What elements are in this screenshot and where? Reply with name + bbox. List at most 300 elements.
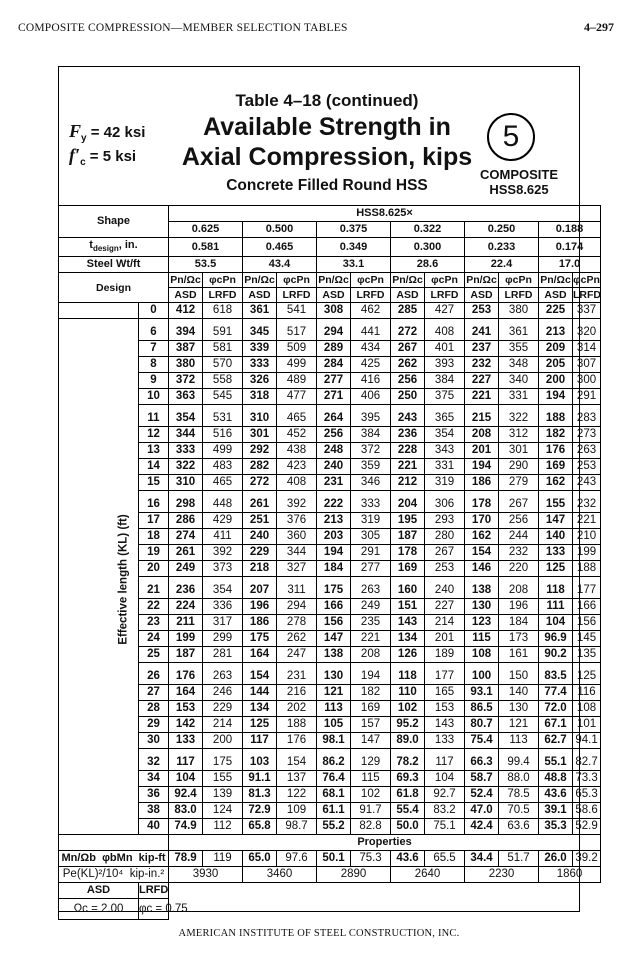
lrfd-value: 189 <box>425 647 465 663</box>
lrfd-value: 82.8 <box>351 819 391 835</box>
asd-value: 261 <box>169 545 203 561</box>
lrfd-value: 262 <box>277 631 317 647</box>
lrfd-value: 176 <box>277 733 317 749</box>
table-row <box>59 459 601 475</box>
lrfd-column-header: φcPn <box>351 273 391 288</box>
blank-cell <box>59 835 169 851</box>
asd-value: 277 <box>317 373 351 389</box>
lrfd-value: 477 <box>277 389 317 405</box>
asd-value: 182 <box>539 427 573 443</box>
lrfd-column-header: φcPn <box>277 273 317 288</box>
asd-value: 92.4 <box>169 787 203 803</box>
asd-value: 227 <box>465 373 499 389</box>
lrfd-value: 489 <box>277 373 317 389</box>
asd-value: 215 <box>465 405 499 427</box>
lrfd-value: 200 <box>203 733 243 749</box>
lrfd-value: 202 <box>277 701 317 717</box>
kl-value: 16 <box>139 491 169 513</box>
asd-value: 196 <box>243 599 277 615</box>
lrfd-value: 78.5 <box>499 787 539 803</box>
lrfd-value: 483 <box>203 459 243 475</box>
lrfd-value: 129 <box>351 749 391 771</box>
kl-value: 32 <box>139 749 169 771</box>
asd-value: 86.5 <box>465 701 499 717</box>
asd-value: 68.1 <box>317 787 351 803</box>
table-row <box>59 513 601 529</box>
lrfd-value: 281 <box>203 647 243 663</box>
nominal-thickness: 0.375 <box>317 222 391 238</box>
steel-weight: 17.0 <box>539 257 601 273</box>
moment-value: 65.5 <box>425 851 465 867</box>
lrfd-value: 591 <box>203 319 243 341</box>
asd-value: 108 <box>465 647 499 663</box>
kl-value: 28 <box>139 701 169 717</box>
table-row <box>59 819 601 835</box>
nominal-thickness: 0.625 <box>169 222 243 238</box>
lrfd-value: 340 <box>499 373 539 389</box>
kl-value: 29 <box>139 717 169 733</box>
lrfd-value: 166 <box>573 599 601 615</box>
badge-shape: HSS8.625 <box>489 182 549 197</box>
asd-value: 118 <box>391 663 425 685</box>
steel-weight: 22.4 <box>465 257 539 273</box>
steel-weight-row <box>59 257 601 273</box>
lrfd-value: 343 <box>425 443 465 459</box>
blank-cell <box>169 899 601 920</box>
asd-value: 207 <box>243 577 277 599</box>
asd-value: 205 <box>539 357 573 373</box>
table-title-line2: Axial Compression, kips <box>181 143 473 171</box>
asd-value: 308 <box>317 303 351 319</box>
lrfd-value: 306 <box>425 491 465 513</box>
lrfd-value: 116 <box>573 685 601 701</box>
asd-column-header: Pn/Ωc <box>466 274 497 287</box>
lrfd-value: 94.1 <box>573 733 601 749</box>
asd-value: 272 <box>391 319 425 341</box>
lrfd-value: 300 <box>573 373 601 389</box>
kl-value: 30 <box>139 733 169 749</box>
lrfd-value: 401 <box>425 341 465 357</box>
asd-value: 104 <box>539 615 573 631</box>
table-row <box>59 771 601 787</box>
asd-value: 164 <box>243 647 277 663</box>
table-row <box>59 701 601 717</box>
lrfd-column-header: φcPn <box>499 273 539 288</box>
lrfd-value: 337 <box>573 303 601 319</box>
lrfd-value: 232 <box>573 491 601 513</box>
asd-value: 43.6 <box>539 787 573 803</box>
asd-value: 78.2 <box>391 749 425 771</box>
asd-value: 221 <box>465 389 499 405</box>
asd-label: ASD <box>539 288 573 303</box>
design-thickness: 0.174 <box>539 238 601 257</box>
asd-value: 61.1 <box>317 803 351 819</box>
lrfd-value: 291 <box>573 389 601 405</box>
asd-label: ASD <box>465 288 499 303</box>
table-row <box>59 599 601 615</box>
moment-value: 97.6 <box>277 851 317 867</box>
lrfd-value: 140 <box>499 685 539 701</box>
asd-value: 118 <box>539 577 573 599</box>
lrfd-value: 312 <box>499 427 539 443</box>
lrfd-value: 75.1 <box>425 819 465 835</box>
kl-value: 34 <box>139 771 169 787</box>
moment-value: 43.6 <box>391 851 425 867</box>
table-row <box>59 405 601 427</box>
page-footer: AMERICAN INSTITUTE OF STEEL CONSTRUCTION, INC. <box>178 928 460 939</box>
asd-value: 125 <box>539 561 573 577</box>
lrfd-value: 406 <box>351 389 391 405</box>
asd-value: 284 <box>317 357 351 373</box>
kl-value: 12 <box>139 427 169 443</box>
kl-value: 11 <box>139 405 169 427</box>
lrfd-value: 115 <box>351 771 391 787</box>
asd-value: 52.4 <box>465 787 499 803</box>
lrfd-value: 359 <box>351 459 391 475</box>
asd-value: 231 <box>317 475 351 491</box>
lrfd-value: 113 <box>499 733 539 749</box>
lrfd-value: 65.3 <box>573 787 601 803</box>
kl-value: 19 <box>139 545 169 561</box>
page-header <box>18 18 618 38</box>
asd-column-header: Pn/Ωc <box>318 274 349 287</box>
lrfd-value: 373 <box>203 561 243 577</box>
design-thickness-row <box>59 238 601 257</box>
lrfd-value: 393 <box>425 357 465 373</box>
asd-value: 251 <box>243 513 277 529</box>
lrfd-value: 135 <box>573 647 601 663</box>
asd-value: 50.0 <box>391 819 425 835</box>
asd-value: 89.0 <box>391 733 425 749</box>
lrfd-value: 188 <box>277 717 317 733</box>
lrfd-value: 263 <box>573 443 601 459</box>
nominal-thickness: 0.500 <box>243 222 317 238</box>
asd-value: 110 <box>391 685 425 701</box>
table-row <box>59 561 601 577</box>
asd-value: 184 <box>317 561 351 577</box>
asd-label: ASD <box>391 288 425 303</box>
asd-value: 66.3 <box>465 749 499 771</box>
design-thickness-label: $t_{design}$, in. <box>59 238 169 257</box>
asd-value: 111 <box>539 599 573 615</box>
asd-value: 176 <box>539 443 573 459</box>
phi-factor: φc = 0.75 <box>139 899 169 920</box>
asd-value: 55.2 <box>317 819 351 835</box>
lrfd-value: 384 <box>351 427 391 443</box>
lrfd-value: 499 <box>277 357 317 373</box>
asd-value: 213 <box>317 513 351 529</box>
lrfd-value: 99.4 <box>499 749 539 771</box>
asd-value: 170 <box>465 513 499 529</box>
lrfd-value: 214 <box>203 717 243 733</box>
asd-value: 125 <box>243 717 277 733</box>
kl-value: 13 <box>139 443 169 459</box>
lrfd-value: 125 <box>573 663 601 685</box>
design-thickness: 0.300 <box>391 238 465 257</box>
lrfd-value: 88.0 <box>499 771 539 787</box>
asd-value: 144 <box>243 685 277 701</box>
asd-value: 256 <box>391 373 425 389</box>
steel-weight: 33.1 <box>317 257 391 273</box>
asd-value: 133 <box>169 733 203 749</box>
lrfd-value: 194 <box>351 663 391 685</box>
lrfd-value: 155 <box>203 771 243 787</box>
lrfd-value: 279 <box>499 475 539 491</box>
asd-value: 294 <box>317 319 351 341</box>
lrfd-value: 73.3 <box>573 771 601 787</box>
kl-value: 9 <box>139 373 169 389</box>
asd-value: 372 <box>169 373 203 389</box>
lrfd-value: 150 <box>499 663 539 685</box>
asd-value: 117 <box>169 749 203 771</box>
asd-value: 289 <box>317 341 351 357</box>
asd-value: 121 <box>317 685 351 701</box>
asd-value: 274 <box>169 529 203 545</box>
lrfd-value: 423 <box>277 459 317 475</box>
lrfd-value: 102 <box>351 787 391 803</box>
asd-label: ASD <box>243 288 277 303</box>
lrfd-value: 169 <box>351 701 391 717</box>
asd-column-header: Pn/Ωc <box>244 274 275 287</box>
lrfd-value: 177 <box>573 577 601 599</box>
blank-cell <box>169 883 601 899</box>
pe-label: Pe(KL)²/10⁴ kip-in.² <box>59 867 169 883</box>
asd-value: 104 <box>169 771 203 787</box>
lrfd-column-header: φcPn <box>573 274 600 287</box>
kl-value: 6 <box>139 319 169 341</box>
fc-property: $f'_c = 5$ ksi <box>69 145 137 168</box>
asd-value: 344 <box>169 427 203 443</box>
nominal-thickness: 0.322 <box>391 222 465 238</box>
lrfd-value: 58.6 <box>573 803 601 819</box>
asd-value: 186 <box>243 615 277 631</box>
asd-value: 142 <box>169 717 203 733</box>
lrfd-value: 199 <box>573 545 601 561</box>
lrfd-value: 63.6 <box>499 819 539 835</box>
kl-value: 20 <box>139 561 169 577</box>
lrfd-value: 139 <box>203 787 243 803</box>
lrfd-value: 392 <box>277 491 317 513</box>
asd-value: 134 <box>243 701 277 717</box>
table-row <box>59 733 601 749</box>
lrfd-value: 229 <box>203 701 243 717</box>
asd-value: 363 <box>169 389 203 405</box>
lrfd-value: 361 <box>499 319 539 341</box>
asd-value: 35.3 <box>539 819 573 835</box>
asd-value: 140 <box>539 529 573 545</box>
lrfd-value: 283 <box>573 405 601 427</box>
lrfd-value: 291 <box>351 545 391 561</box>
steel-weight-label: Steel Wt/ft <box>59 257 169 273</box>
lrfd-value: 109 <box>277 803 317 819</box>
shape-name: HSS8.625× <box>169 206 601 222</box>
design-thickness: 0.349 <box>317 238 391 257</box>
asd-value: 178 <box>465 491 499 513</box>
table-row <box>59 491 601 513</box>
lrfd-value: 124 <box>203 803 243 819</box>
table-row <box>59 427 601 443</box>
asd-value: 241 <box>465 319 499 341</box>
asd-value: 61.8 <box>391 787 425 803</box>
asd-value: 203 <box>317 529 351 545</box>
asd-value: 91.1 <box>243 771 277 787</box>
asd-value: 285 <box>391 303 425 319</box>
table-row <box>59 717 601 733</box>
kl-value: 22 <box>139 599 169 615</box>
lrfd-value: 320 <box>573 319 601 341</box>
pe-value: 3460 <box>243 867 317 883</box>
lrfd-value: 376 <box>277 513 317 529</box>
pe-row <box>59 867 601 883</box>
asd-value: 345 <box>243 319 277 341</box>
lrfd-value: 416 <box>351 373 391 389</box>
asd-value: 65.8 <box>243 819 277 835</box>
asd-value: 187 <box>391 529 425 545</box>
asd-value: 39.1 <box>539 803 573 819</box>
asd-value: 169 <box>391 561 425 577</box>
asd-value: 310 <box>243 405 277 427</box>
design-thickness: 0.465 <box>243 238 317 257</box>
lrfd-value: 188 <box>573 561 601 577</box>
lrfd-value: 231 <box>277 663 317 685</box>
lrfd-value: 462 <box>351 303 391 319</box>
lrfd-value: 441 <box>351 319 391 341</box>
asd-value: 187 <box>169 647 203 663</box>
asd-value: 310 <box>169 475 203 491</box>
asd-value: 103 <box>243 749 277 771</box>
table-row <box>59 577 601 599</box>
asd-value: 72.9 <box>243 803 277 819</box>
pe-value: 1860 <box>539 867 601 883</box>
lrfd-value: 278 <box>277 615 317 631</box>
asd-value: 55.4 <box>391 803 425 819</box>
blank-cell <box>59 303 139 319</box>
lrfd-value: 293 <box>425 513 465 529</box>
strength-table <box>58 205 601 920</box>
lrfd-value: 196 <box>499 599 539 615</box>
lrfd-value: 101 <box>573 717 601 733</box>
lrfd-label: LRFD <box>499 288 539 303</box>
lrfd-value: 161 <box>499 647 539 663</box>
asd-value: 86.2 <box>317 749 351 771</box>
lrfd-value: 425 <box>351 357 391 373</box>
lrfd-value: 175 <box>203 749 243 771</box>
lrfd-value: 267 <box>499 491 539 513</box>
asd-value: 394 <box>169 319 203 341</box>
lrfd-value: 516 <box>203 427 243 443</box>
kl-value: 40 <box>139 819 169 835</box>
lrfd-value: 380 <box>499 303 539 319</box>
lrfd-value: 232 <box>499 545 539 561</box>
lrfd-value: 133 <box>425 733 465 749</box>
lrfd-value: 177 <box>425 663 465 685</box>
asd-value: 261 <box>243 491 277 513</box>
asd-value: 264 <box>317 405 351 427</box>
asd-value: 138 <box>465 577 499 599</box>
lrfd-value: 348 <box>499 357 539 373</box>
asd-value: 151 <box>391 599 425 615</box>
asd-value: 162 <box>539 475 573 491</box>
asd-value: 47.0 <box>465 803 499 819</box>
lrfd-value: 360 <box>277 529 317 545</box>
lrfd-label: LRFD <box>277 288 317 303</box>
section-badge: 5 <box>487 113 535 161</box>
lrfd-value: 273 <box>573 427 601 443</box>
lrfd-value: 375 <box>425 389 465 405</box>
asd-value: 195 <box>391 513 425 529</box>
lrfd-value: 184 <box>499 615 539 631</box>
asd-value: 209 <box>539 341 573 357</box>
lrfd-value: 509 <box>277 341 317 357</box>
asd-value: 55.1 <box>539 749 573 771</box>
table-row <box>59 303 601 319</box>
nominal-thickness: 0.250 <box>465 222 539 238</box>
lrfd-value: 305 <box>351 529 391 545</box>
omega-factor: Ωc = 2.00 <box>59 899 139 920</box>
design-thickness: 0.233 <box>465 238 539 257</box>
asd-value: 380 <box>169 357 203 373</box>
asd-value: 117 <box>243 733 277 749</box>
lrfd-footer-label: LRFD <box>139 883 169 899</box>
moment-value: 75.3 <box>351 851 391 867</box>
asd-value: 90.2 <box>539 647 573 663</box>
lrfd-value: 384 <box>425 373 465 389</box>
asd-value: 236 <box>169 577 203 599</box>
kl-value: 15 <box>139 475 169 491</box>
lrfd-value: 327 <box>277 561 317 577</box>
lrfd-value: 314 <box>573 341 601 357</box>
design-label: Design <box>59 273 169 303</box>
lrfd-value: 355 <box>499 341 539 357</box>
asd-value: 162 <box>465 529 499 545</box>
asd-value: 212 <box>391 475 425 491</box>
table-panel <box>58 66 602 916</box>
kl-value: 8 <box>139 357 169 373</box>
lrfd-value: 98.7 <box>277 819 317 835</box>
table-row <box>59 529 601 545</box>
asd-value: 229 <box>243 545 277 561</box>
lrfd-value: 541 <box>277 303 317 319</box>
lrfd-value: 92.7 <box>425 787 465 803</box>
table-subtitle: Concrete Filled Round HSS <box>226 177 428 194</box>
asd-footer-label: ASD <box>59 883 139 899</box>
asd-value: 271 <box>317 389 351 405</box>
moment-value: 50.1 <box>317 851 351 867</box>
lrfd-value: 263 <box>351 577 391 599</box>
asd-value: 200 <box>539 373 573 389</box>
lrfd-value: 108 <box>573 701 601 717</box>
lrfd-value: 235 <box>351 615 391 631</box>
lrfd-value: 246 <box>203 685 243 701</box>
lrfd-value: 344 <box>277 545 317 561</box>
asd-value: 175 <box>243 631 277 647</box>
asd-value: 236 <box>391 427 425 443</box>
table-row <box>59 319 601 341</box>
fy-property: $F_y = 42$ ksi <box>69 121 146 144</box>
properties-row <box>59 835 601 851</box>
asd-value: 387 <box>169 341 203 357</box>
lrfd-value: 319 <box>351 513 391 529</box>
lrfd-value: 354 <box>425 427 465 443</box>
kl-value: 25 <box>139 647 169 663</box>
lrfd-value: 408 <box>277 475 317 491</box>
lrfd-value: 201 <box>425 631 465 647</box>
steel-weight: 28.6 <box>391 257 465 273</box>
asd-value: 130 <box>465 599 499 615</box>
lrfd-column-header: φcPn <box>425 273 465 288</box>
lrfd-value: 253 <box>425 561 465 577</box>
lrfd-value: 411 <box>203 529 243 545</box>
